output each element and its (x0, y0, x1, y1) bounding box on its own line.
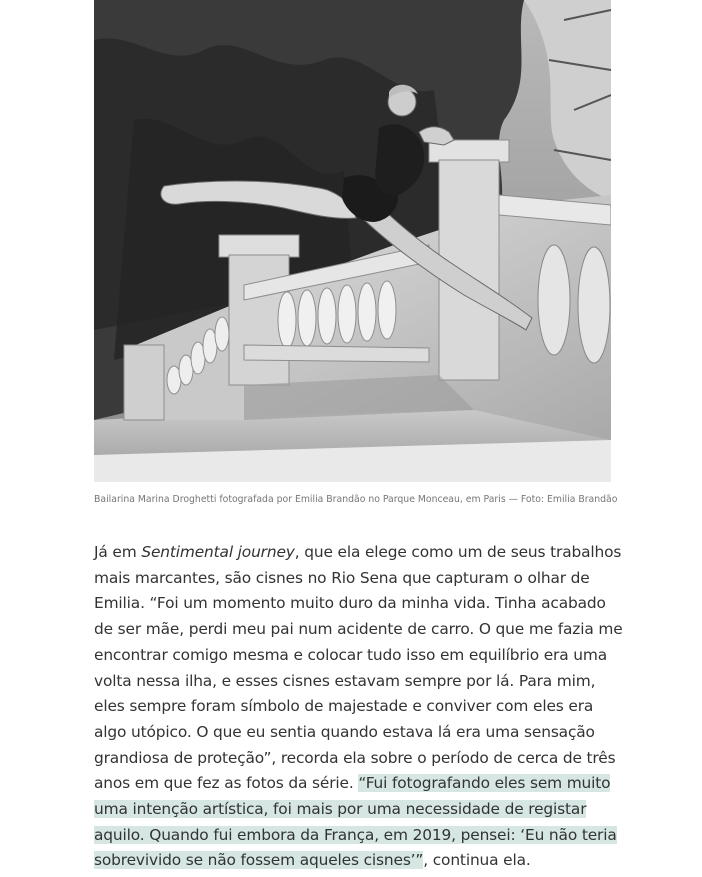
photo-caption: Bailarina Marina Droghetti fotografada por Emilia Brandão no Parque Monceau, em Paris — Foto: Emilia Brandão (94, 494, 618, 505)
article-body-text: , que ela elege como um de seus trabalhos mais marcantes, são cisnes no Rio Sena que capturam o olhar de Emilia. “Foi um momento muito duro da minha vida. Tinha acabado de ser mãe, perdi meu pai num acidente de carro. O que me fazia me encontrar comigo mesma e colocar tudo isso em equilíbrio era uma volta nessa ilha, e esses cisnes estavam sempre por lá. Para mim, eles sempre foram símbolo de majestade e conviver com eles era algo utópico. O que eu sentia quando estava lá era uma sensação grandiosa de proteção”, recorda ela sobre o período de cerca de três anos em que fez as fotos da série. (94, 543, 623, 793)
article-outro-text: , continua ela. (423, 851, 531, 870)
highlighted-quote[interactable]: “Fui fotografando eles sem muito uma intenção artística, foi mais por uma necessidade de registar aquilo. Quando fui embora da França, em 2019, pensei: ‘Eu não teria sobrevivido se não fossem aqueles cisnes’” (94, 774, 617, 870)
article-paragraph (94, 540, 624, 874)
dancer-photo-image (94, 0, 611, 482)
work-title: Sentimental journey (141, 543, 295, 561)
article-intro-text: Já em (94, 543, 142, 561)
article-photo[interactable] (94, 0, 611, 482)
